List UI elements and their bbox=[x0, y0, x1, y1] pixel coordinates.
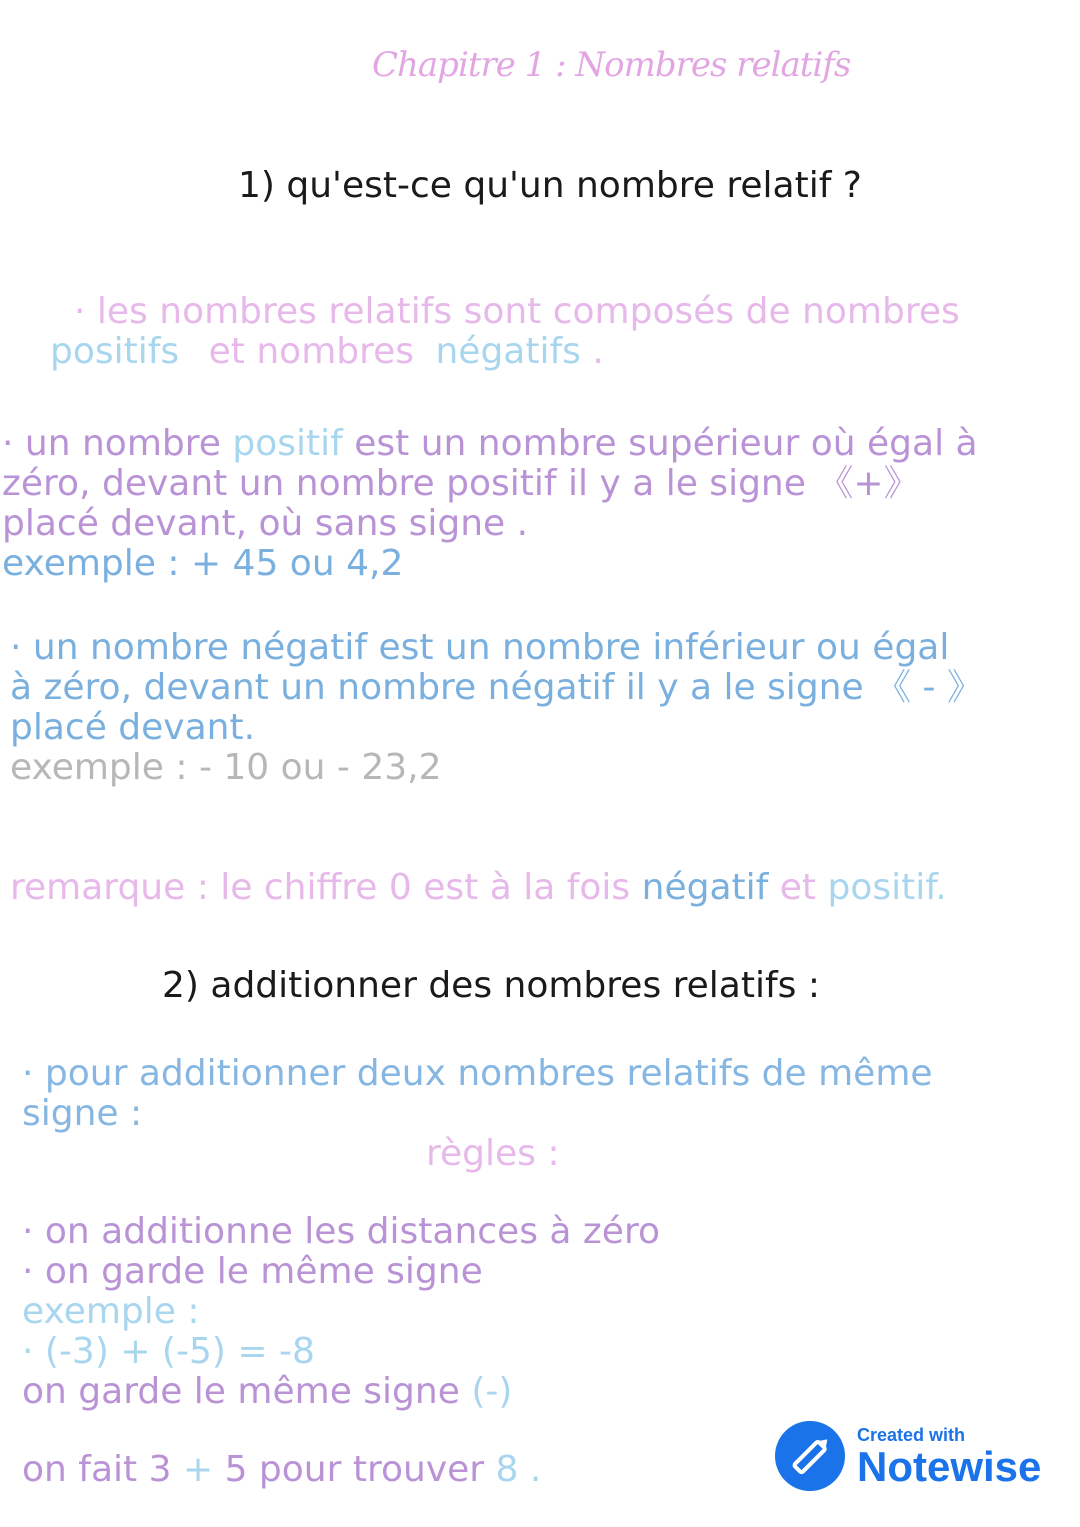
rule-2: · on garde le même signe bbox=[22, 1251, 483, 1292]
notewise-logo bbox=[775, 1421, 1075, 1493]
negative-example: exemple : - 10 ou - 23,2 bbox=[10, 747, 442, 788]
intro-line1 bbox=[74, 291, 960, 332]
word-et: et bbox=[779, 867, 817, 908]
bullet: · bbox=[2, 423, 14, 464]
section2-heading: 2) additionner des nombres relatifs : bbox=[162, 965, 820, 1006]
pencil-icon bbox=[775, 1421, 845, 1491]
positive-text-a: un nombre bbox=[24, 423, 221, 464]
positive-text-c: est un nombre supérieur où égal à bbox=[354, 423, 978, 464]
created-with-text: Created with bbox=[857, 1425, 966, 1445]
rules-title: règles : bbox=[426, 1133, 560, 1174]
intro-line2 bbox=[50, 331, 604, 372]
sum-period: . bbox=[529, 1449, 542, 1490]
word-et-nombres: et nombres bbox=[208, 331, 415, 372]
positive-example: exemple : + 45 ou 4,2 bbox=[2, 543, 404, 584]
negative-text1: un nombre négatif est un nombre inférieur ou égal bbox=[32, 627, 950, 668]
result-8: 8 bbox=[495, 1449, 519, 1490]
positive-line2: zéro, devant un nombre positif il y a le signe 《+》 bbox=[2, 463, 920, 504]
section2-intro-line1 bbox=[22, 1053, 933, 1094]
sum-text-a: on fait 3 bbox=[22, 1449, 172, 1490]
bullet: · bbox=[22, 1053, 34, 1094]
remark-text-a: remarque : le chiffre 0 est à la fois bbox=[10, 867, 631, 908]
keep-sign-line bbox=[22, 1371, 513, 1412]
intro-period: . bbox=[592, 331, 604, 372]
plus-sign: + bbox=[182, 1449, 214, 1490]
example-calc: · (-3) + (-5) = -8 bbox=[22, 1331, 315, 1372]
section2-intro-line2: signe : bbox=[22, 1093, 143, 1134]
notewise-text: Notewise bbox=[857, 1443, 1042, 1490]
example-label: exemple : bbox=[22, 1291, 200, 1332]
remark-line bbox=[10, 867, 947, 908]
bullet: · bbox=[74, 291, 86, 332]
bullet: · bbox=[10, 627, 22, 668]
word-positif-remark: positif. bbox=[827, 867, 947, 908]
negative-line3: placé devant. bbox=[10, 707, 256, 748]
sum-line bbox=[22, 1449, 542, 1490]
intro-text1: les nombres relatifs sont composés de nombres bbox=[96, 291, 960, 332]
minus-sign: (-) bbox=[471, 1371, 513, 1412]
rule-1: · on additionne les distances à zéro bbox=[22, 1211, 660, 1252]
word-negatifs: négatifs bbox=[435, 331, 581, 372]
section2-intro-text: pour additionner deux nombres relatifs de même bbox=[44, 1053, 933, 1094]
word-positifs: positifs bbox=[50, 331, 180, 372]
sum-text-c: 5 pour trouver bbox=[224, 1449, 485, 1490]
keep-sign-text: on garde le même signe bbox=[22, 1371, 460, 1412]
section1-heading: 1) qu'est-ce qu'un nombre relatif ? bbox=[238, 165, 862, 206]
page-title: Chapitre 1 : Nombres relatifs bbox=[372, 45, 851, 85]
word-positif: positif bbox=[232, 423, 343, 464]
negative-line1 bbox=[10, 627, 950, 668]
word-negatif: négatif bbox=[641, 867, 769, 908]
negative-line2: à zéro, devant un nombre négatif il y a le signe 《 - 》 bbox=[10, 667, 983, 708]
positive-line1 bbox=[2, 423, 978, 464]
positive-line3: placé devant, où sans signe . bbox=[2, 503, 529, 544]
